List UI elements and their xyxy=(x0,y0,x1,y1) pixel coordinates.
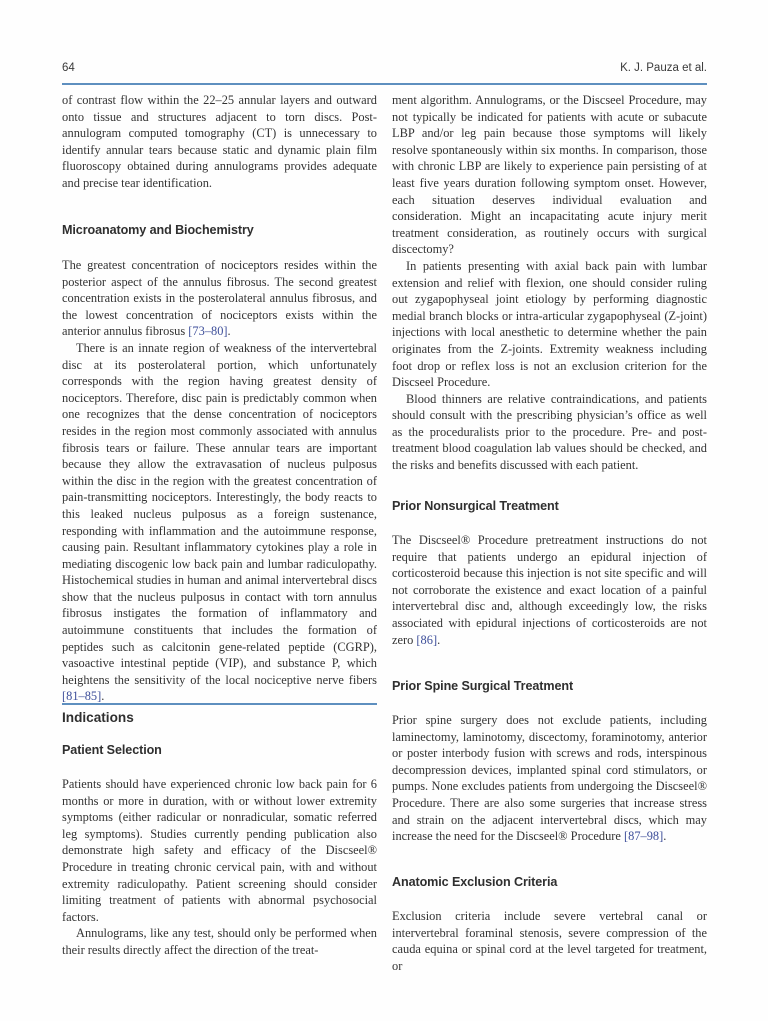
page-number: 64 xyxy=(62,62,75,74)
heading-prior-nonsurgical-treatment: Prior Nonsurgical Treatment xyxy=(392,499,559,513)
paragraph-nociceptor-concentration: The greatest concentration of nociceptors resides within the posterior aspect of the annulus fibrosus. The second greatest concentration exists in the posterolateral annulus fibrosus, and the lowest concentration of nociceptors exists within the anterior annulus fibrosus [73–80]. xyxy=(62,258,377,339)
header-rule xyxy=(62,83,707,85)
paragraph-prior-surgery: Prior spine surgery does not exclude patients, including laminectomy, laminotomy, discectomy, foraminotomy, anterior or poster interbody fusion with screws and rods, interspinous decompression devices, implanted spinal cord stimulators, or pumps. None excludes patients from undergoing the Discseel® Procedure. There are also some surgeries that increase stress and strain on the adjacent intervertebral discs, which may increase the need for the Discseel® Procedure [87–98]. xyxy=(392,713,707,844)
paragraph-axial-back-pain: In patients presenting with axial back pain with lumbar extension and relief with flexion, one should consider ruling out zygapophyseal joint etiology by performing diagnostic medial branch blocks or intra-articular zygapophyseal (Z-joint) injections with local anesthetic to determine whether the pain originates from the Z-joints. Extremity weakness including foot drop or reflex loss is not an exclusion criterion for the Discseel Procedure. xyxy=(392,258,707,390)
paragraph-exclusion-criteria: Exclusion criteria include severe vertebral canal or intervertebral foraminal stenosis, severe compression of the cauda equina or spinal cord at the level targeted for treatment, or xyxy=(392,909,707,973)
running-authors: K. J. Pauza et al. xyxy=(620,62,707,74)
paragraph-patient-selection: Patients should have experienced chronic low back pain for 6 months or more in duration, with or without lower extremity symptoms (either radicular or nonradicular, somatic referred leg symptoms). Studies currently pending publication also demonstrate high safety and efficacy of the Discseel® Procedure in treating chronic cervical pain, with and without extremity radiculopathy. Patient screening should consider limiting treatment of patients with abnormal psychosocial factors. xyxy=(62,777,377,924)
citation-link[interactable]: [86] xyxy=(416,632,438,647)
heading-indications: Indications xyxy=(62,710,134,725)
citation-link[interactable]: [73–80] xyxy=(188,324,228,339)
paragraph-region-of-weakness: There is an innate region of weakness of the intervertebral disc at its posterolateral portion, which unfortunately corresponds with the region having greatest density of nociceptors. Therefore, disc pain is predictably common when one recognizes that the dense concentration of nociceptors resides in the region most commonly associated with annulus fibrosis tears or failure. These annular tears are important because they allow the extravasation of nucleus pulposus within the disc in the region with the greatest concentration of pain-transmitting nociceptors. Interestingly, the body reacts to this leaked nucleus pulposus as a foreign sustenance, responding with inflammation and the autoimmune response, causing pain. Resultant inflammatory cytokines play a role in mediating discogenic low back pain and lumbar radiculopathy. Histochemical studies in human and animal intervertebral discs show that the nucleus pulposus in contact with torn annulus fibrosus instigates the formation of inflammatory and autoimmune constituents that includes the formation of peptides such as calcitonin gene-related peptide (CGRP), vasoactive intestinal peptide (VIP), and substance P, which heightens the sensitivity of the local nociceptive nerve fibers [81–85]. xyxy=(62,340,377,704)
running-header xyxy=(62,62,707,80)
heading-prior-spine-surgical-treatment: Prior Spine Surgical Treatment xyxy=(392,679,574,693)
section-rule xyxy=(62,703,377,705)
paragraph-treatment-algorithm: ment algorithm. Annulograms, or the Discseel Procedure, may not typically be indicated for patients with acute or subacute LBP and/or leg pain because those symptoms will likely resolve spontaneously within six months. In comparison, those with chronic LBP are likely to experience pain persisting of at least five years duration following symptom onset. However, each situation deserves individual evaluation and consideration. Might an incapacitating acute injury merit treatment consideration, as routinely occurs with surgical discectomy? xyxy=(392,93,707,257)
heading-anatomic-exclusion-criteria: Anatomic Exclusion Criteria xyxy=(392,875,558,889)
citation-link[interactable]: [81–85] xyxy=(62,689,102,704)
heading-microanatomy-biochemistry: Microanatomy and Biochemistry xyxy=(62,223,254,237)
paragraph-nonsurgical: The Discseel® Procedure pretreatment instructions do not require that patients undergo an epidural injection of corticosteroid because this injection is not site specific and will not corroborate the existence and exact location of a painful intervertebral disc and, although exceedingly low, the risks associated with epidural injections of corticosteroids are not zero [86]. xyxy=(392,533,707,647)
citation-link[interactable]: [87–98] xyxy=(624,829,664,844)
paragraph-continuation: of contrast flow within the 22–25 annular layers and outward onto tissue and structures adjacent to torn discs. Post-annulogram computed tomography (CT) is unnecessary to identify annular tears because static and dynamic plain film fluoroscopy obtained during annulograms provides adequate and precise tear identification. xyxy=(62,93,377,190)
heading-patient-selection: Patient Selection xyxy=(62,743,162,757)
paragraph-blood-thinners: Blood thinners are relative contraindications, and patients should consult with the prescribing physician’s office as well as the proceduralists prior to the procedure. Pre- and post-treatment blood coagulation lab values should be checked, and the risks and benefits discussed with each patient. xyxy=(392,391,707,473)
paragraph-annulograms: Annulograms, like any test, should only be performed when their results directly affect the direction of the treat- xyxy=(62,926,377,957)
